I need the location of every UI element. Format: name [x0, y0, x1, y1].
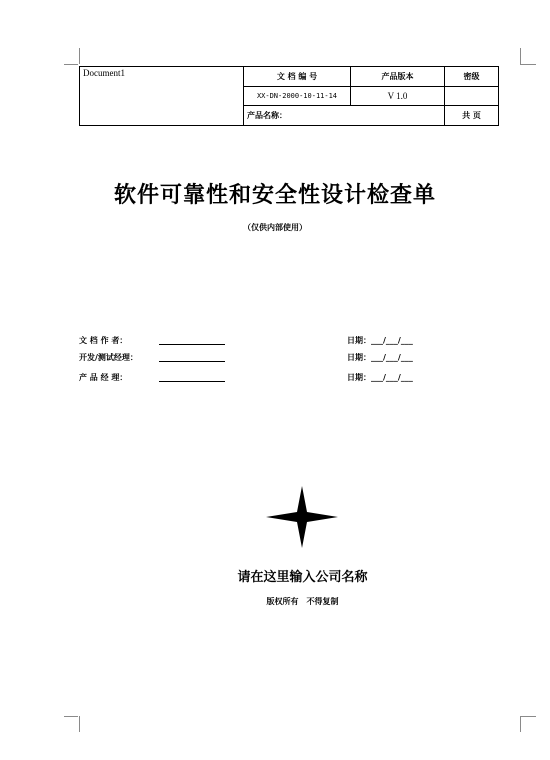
crop-mark-bottom-right	[520, 716, 521, 732]
four-point-star-icon	[266, 486, 338, 548]
doc-number-value[interactable]: XX-DN-2000-10-11-14	[244, 86, 351, 106]
total-pages-label: 共 页	[445, 106, 499, 126]
document-name[interactable]: Document1	[80, 67, 244, 106]
signature-row-dev-test-manager	[79, 352, 519, 364]
signature-label: 开发/测试经理：	[79, 353, 138, 362]
signature-row-author	[79, 335, 519, 347]
version-value[interactable]: V 1.0	[351, 86, 445, 106]
crop-mark-top-left	[79, 48, 80, 64]
signature-date[interactable]: 日期：___/___/___	[347, 353, 413, 362]
crop-mark-top-right	[520, 48, 521, 64]
doc-number-label: 文 档 编 号	[244, 67, 351, 87]
product-version-label: 产品版本	[351, 67, 445, 87]
signature-line[interactable]	[159, 381, 225, 382]
security-level-label: 密级	[445, 67, 499, 87]
signature-row-product-manager	[79, 372, 519, 384]
crop-mark-bottom-left	[79, 716, 80, 732]
signature-label: 产 品 经 理：	[79, 373, 128, 382]
signature-line[interactable]	[159, 344, 225, 345]
crop-mark-bottom-right	[520, 716, 536, 717]
crop-mark-top-left	[64, 64, 78, 65]
crop-mark-bottom-left	[64, 716, 78, 717]
security-level-value[interactable]	[445, 86, 499, 106]
document-title: 软件可靠性和安全性设计检查单	[113, 182, 436, 208]
company-name[interactable]: 请在这里输入公司名称	[237, 570, 368, 585]
header-blank-cell	[80, 106, 244, 126]
crop-mark-top-right	[520, 64, 536, 65]
copyright-notice: 版权所有 不得复制	[266, 597, 339, 606]
signature-label: 文 档 作 者：	[79, 336, 128, 345]
signature-date[interactable]: 日期：___/___/___	[347, 373, 413, 382]
signature-date[interactable]: 日期：___/___/___	[347, 336, 413, 345]
document-header-table	[79, 66, 499, 126]
document-subtitle: （仅供内部使用）	[243, 223, 307, 232]
product-name-label[interactable]: 产品名称：	[244, 106, 445, 126]
signature-line[interactable]	[159, 361, 225, 362]
